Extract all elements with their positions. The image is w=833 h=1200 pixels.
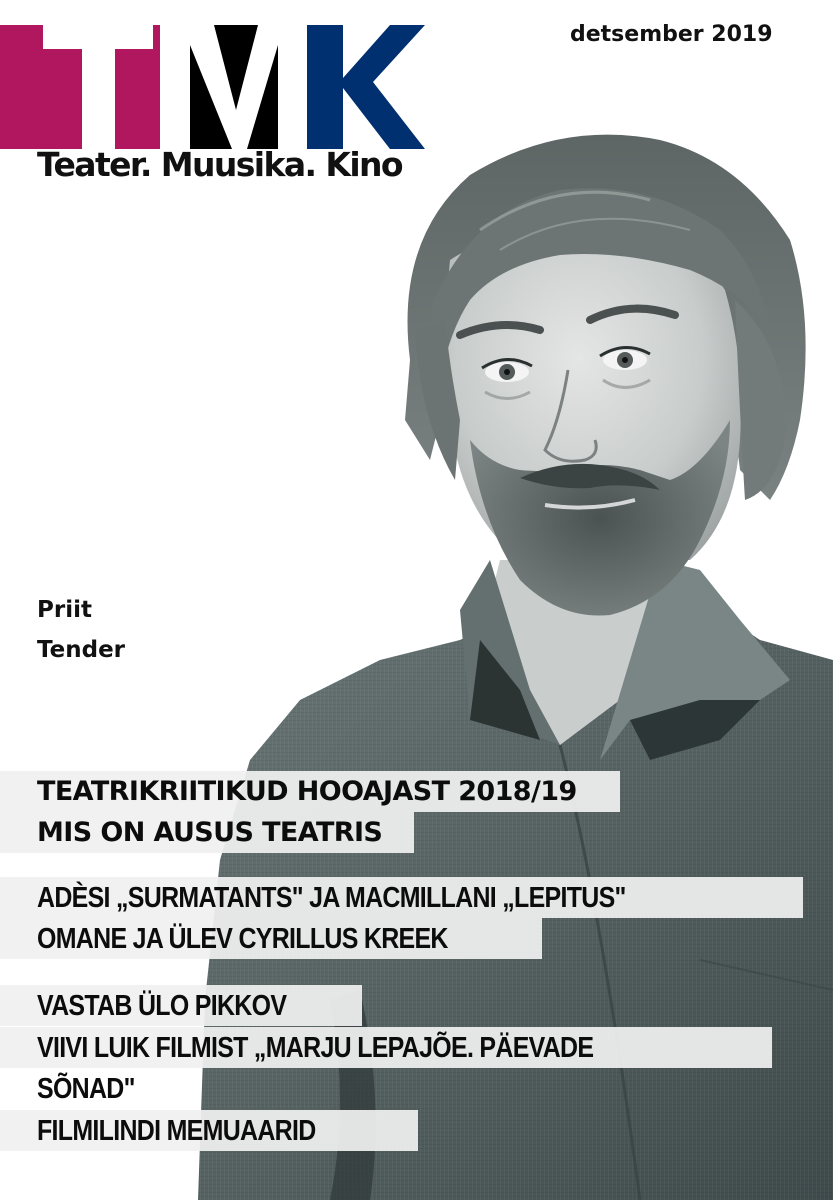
cover-person-last-name: Tender [37, 637, 126, 663]
headline [0, 1110, 418, 1151]
headline [0, 918, 542, 959]
headline [0, 812, 414, 853]
headline [0, 1027, 772, 1068]
headline [0, 1068, 140, 1109]
headline-text: OMANE JA ÜLEV CYRILLUS KREEK [37, 923, 448, 955]
headline-text: SÕNAD" [37, 1073, 135, 1105]
headline-text: FILMILINDI MEMUAARID [37, 1115, 316, 1147]
issue-date: detsember 2019 [570, 22, 773, 47]
headline-text: VASTAB ÜLO PIKKOV [37, 990, 287, 1022]
headline [0, 877, 803, 918]
headline-text: TEATRIKRIITIKUD HOOAJAST 2018/19 [37, 776, 577, 807]
headline-text: ADÈSI „SURMATANTS" JA MACMILLANI „LEPITUS" [37, 882, 626, 914]
headline-text: VIIVI LUIK FILMIST „MARJU LEPAJÕE. PÄEVADE [37, 1032, 594, 1064]
headline [0, 985, 362, 1026]
logo-tagline: Teater. Muusika. Kino [37, 145, 402, 184]
headline [0, 771, 620, 812]
headline-text: MIS ON AUSUS TEATRIS [37, 817, 383, 848]
cover-person-first-name: Priit [37, 597, 92, 623]
